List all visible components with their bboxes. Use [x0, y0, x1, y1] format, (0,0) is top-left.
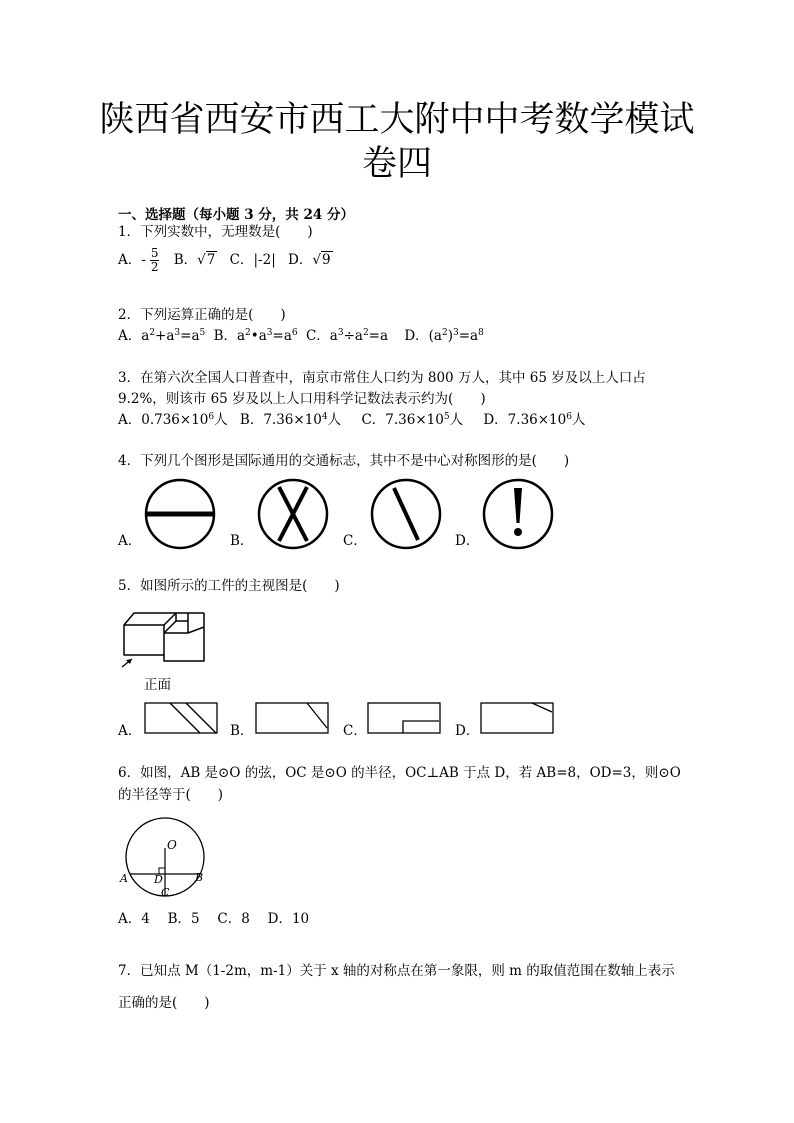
q3-option-a: A．$0.736\times 10^6$人 [118, 412, 228, 428]
q2-options [118, 327, 484, 345]
sqrt-icon: √ [197, 252, 206, 268]
q5-option-a-view [144, 702, 218, 735]
q1-option-b-radicand: 7 [206, 252, 216, 268]
label-d: D [154, 873, 163, 886]
q5-front-label: 正面 [144, 677, 171, 693]
q2-option-a: A．$a^2+a^3=a^5$ [118, 328, 206, 344]
q1-option-d-label: D． [288, 252, 313, 268]
exclamation-sign-icon [478, 474, 558, 554]
q3-options [118, 411, 585, 429]
q4-option-d-label: D． [455, 533, 480, 549]
q5-option-b-view [255, 702, 329, 735]
q2-stem: 2．下列运算正确的是( ) [118, 307, 286, 323]
workpiece-3d-figure [116, 603, 208, 675]
q2-option-d: D．$(a^2)^3=a^8$ [404, 328, 484, 344]
q1-option-b-label: B． [173, 252, 198, 268]
q1-option-d-sqrt [312, 244, 332, 276]
q6-stem-line1: 6．如图，AB 是⊙O 的弦，OC 是⊙O 的半径，OC⊥AB 于点 D，若 AB=8，OD=3，则⊙O [118, 765, 681, 781]
q5-stem: 5．如图所示的工件的主视图是( ) [118, 578, 340, 594]
q5-option-c-view [367, 702, 441, 735]
label-c: C [161, 886, 170, 898]
q3-option-c: C．$7.36\times 10^5$人 [361, 412, 464, 428]
q6-stem-line2: 的半径等于( ) [118, 787, 224, 803]
q1-stem: 1．下列实数中，无理数是( ) [118, 224, 313, 240]
q1-option-d-radicand: 9 [321, 252, 331, 268]
diagonal-line-sign-icon [366, 474, 446, 554]
q1-option-a-fraction [150, 247, 160, 274]
q4-stem: 4．下列几个图形是国际通用的交通标志，其中不是中心对称图形的是( ) [118, 453, 570, 469]
q1-option-c: C．|-2| [229, 252, 276, 268]
q7-stem-line2: 正确的是( ) [118, 995, 210, 1011]
q2-option-c: C．$a^3\div a^2=a$ [305, 328, 389, 344]
q7-stem-line1: 7．已知点 M（1-2m，m-1）关于 x 轴的对称点在第一象限，则 m 的取值范围在数轴上表示 [118, 963, 675, 979]
q1-options [118, 244, 333, 276]
label-a: A [120, 872, 128, 885]
q6-options: A．4 B．5 C．8 D．10 [118, 911, 310, 927]
q4-option-c-label: C． [343, 533, 367, 549]
section-heading: 一、选择题（每小题 3 分，共 24 分） [118, 207, 354, 223]
q4-option-b-label: B． [230, 533, 254, 549]
q3-option-d: D．$7.36\times 10^6$人 [483, 412, 586, 428]
exam-title-line1: 陕西省西安市西工大附中中考数学模试 [99, 100, 695, 140]
cross-sign-icon [253, 474, 333, 554]
q5-option-d-view [480, 702, 554, 735]
q1-fraction-denominator: 2 [150, 260, 159, 274]
q5-option-a-label: A． [118, 723, 142, 739]
q3-stem-line2: 9.2%，则该市 65 岁及以上人口用科学记数法表示约为( ) [118, 391, 486, 407]
q1-option-a-sign: - [141, 252, 146, 268]
q5-option-c-label: C． [343, 723, 367, 739]
no-entry-sign-icon [140, 474, 220, 554]
q3-option-b: B．$7.36\times 10^4$人 [239, 412, 342, 428]
exam-title-line2: 卷四 [361, 144, 432, 184]
q1-fraction-numerator: 5 [150, 246, 159, 260]
sqrt-icon: √ [312, 252, 321, 268]
q3-stem-line1: 3．在第六次全国人口普查中，南京市常住人口约为 800 万人，其中 65 岁及以上人口占 [118, 370, 646, 386]
q6-circle-figure [116, 812, 212, 898]
q1-option-a-label: A． [118, 252, 142, 268]
label-o: O [167, 838, 177, 852]
q1-option-b-sqrt [197, 244, 217, 276]
q4-option-a-label: A． [118, 533, 142, 549]
label-b: B [195, 871, 204, 884]
q5-option-d-label: D． [455, 723, 480, 739]
q5-option-b-label: B． [230, 723, 254, 739]
q2-option-b: B．$a^2•a^3=a^6$ [213, 328, 298, 344]
